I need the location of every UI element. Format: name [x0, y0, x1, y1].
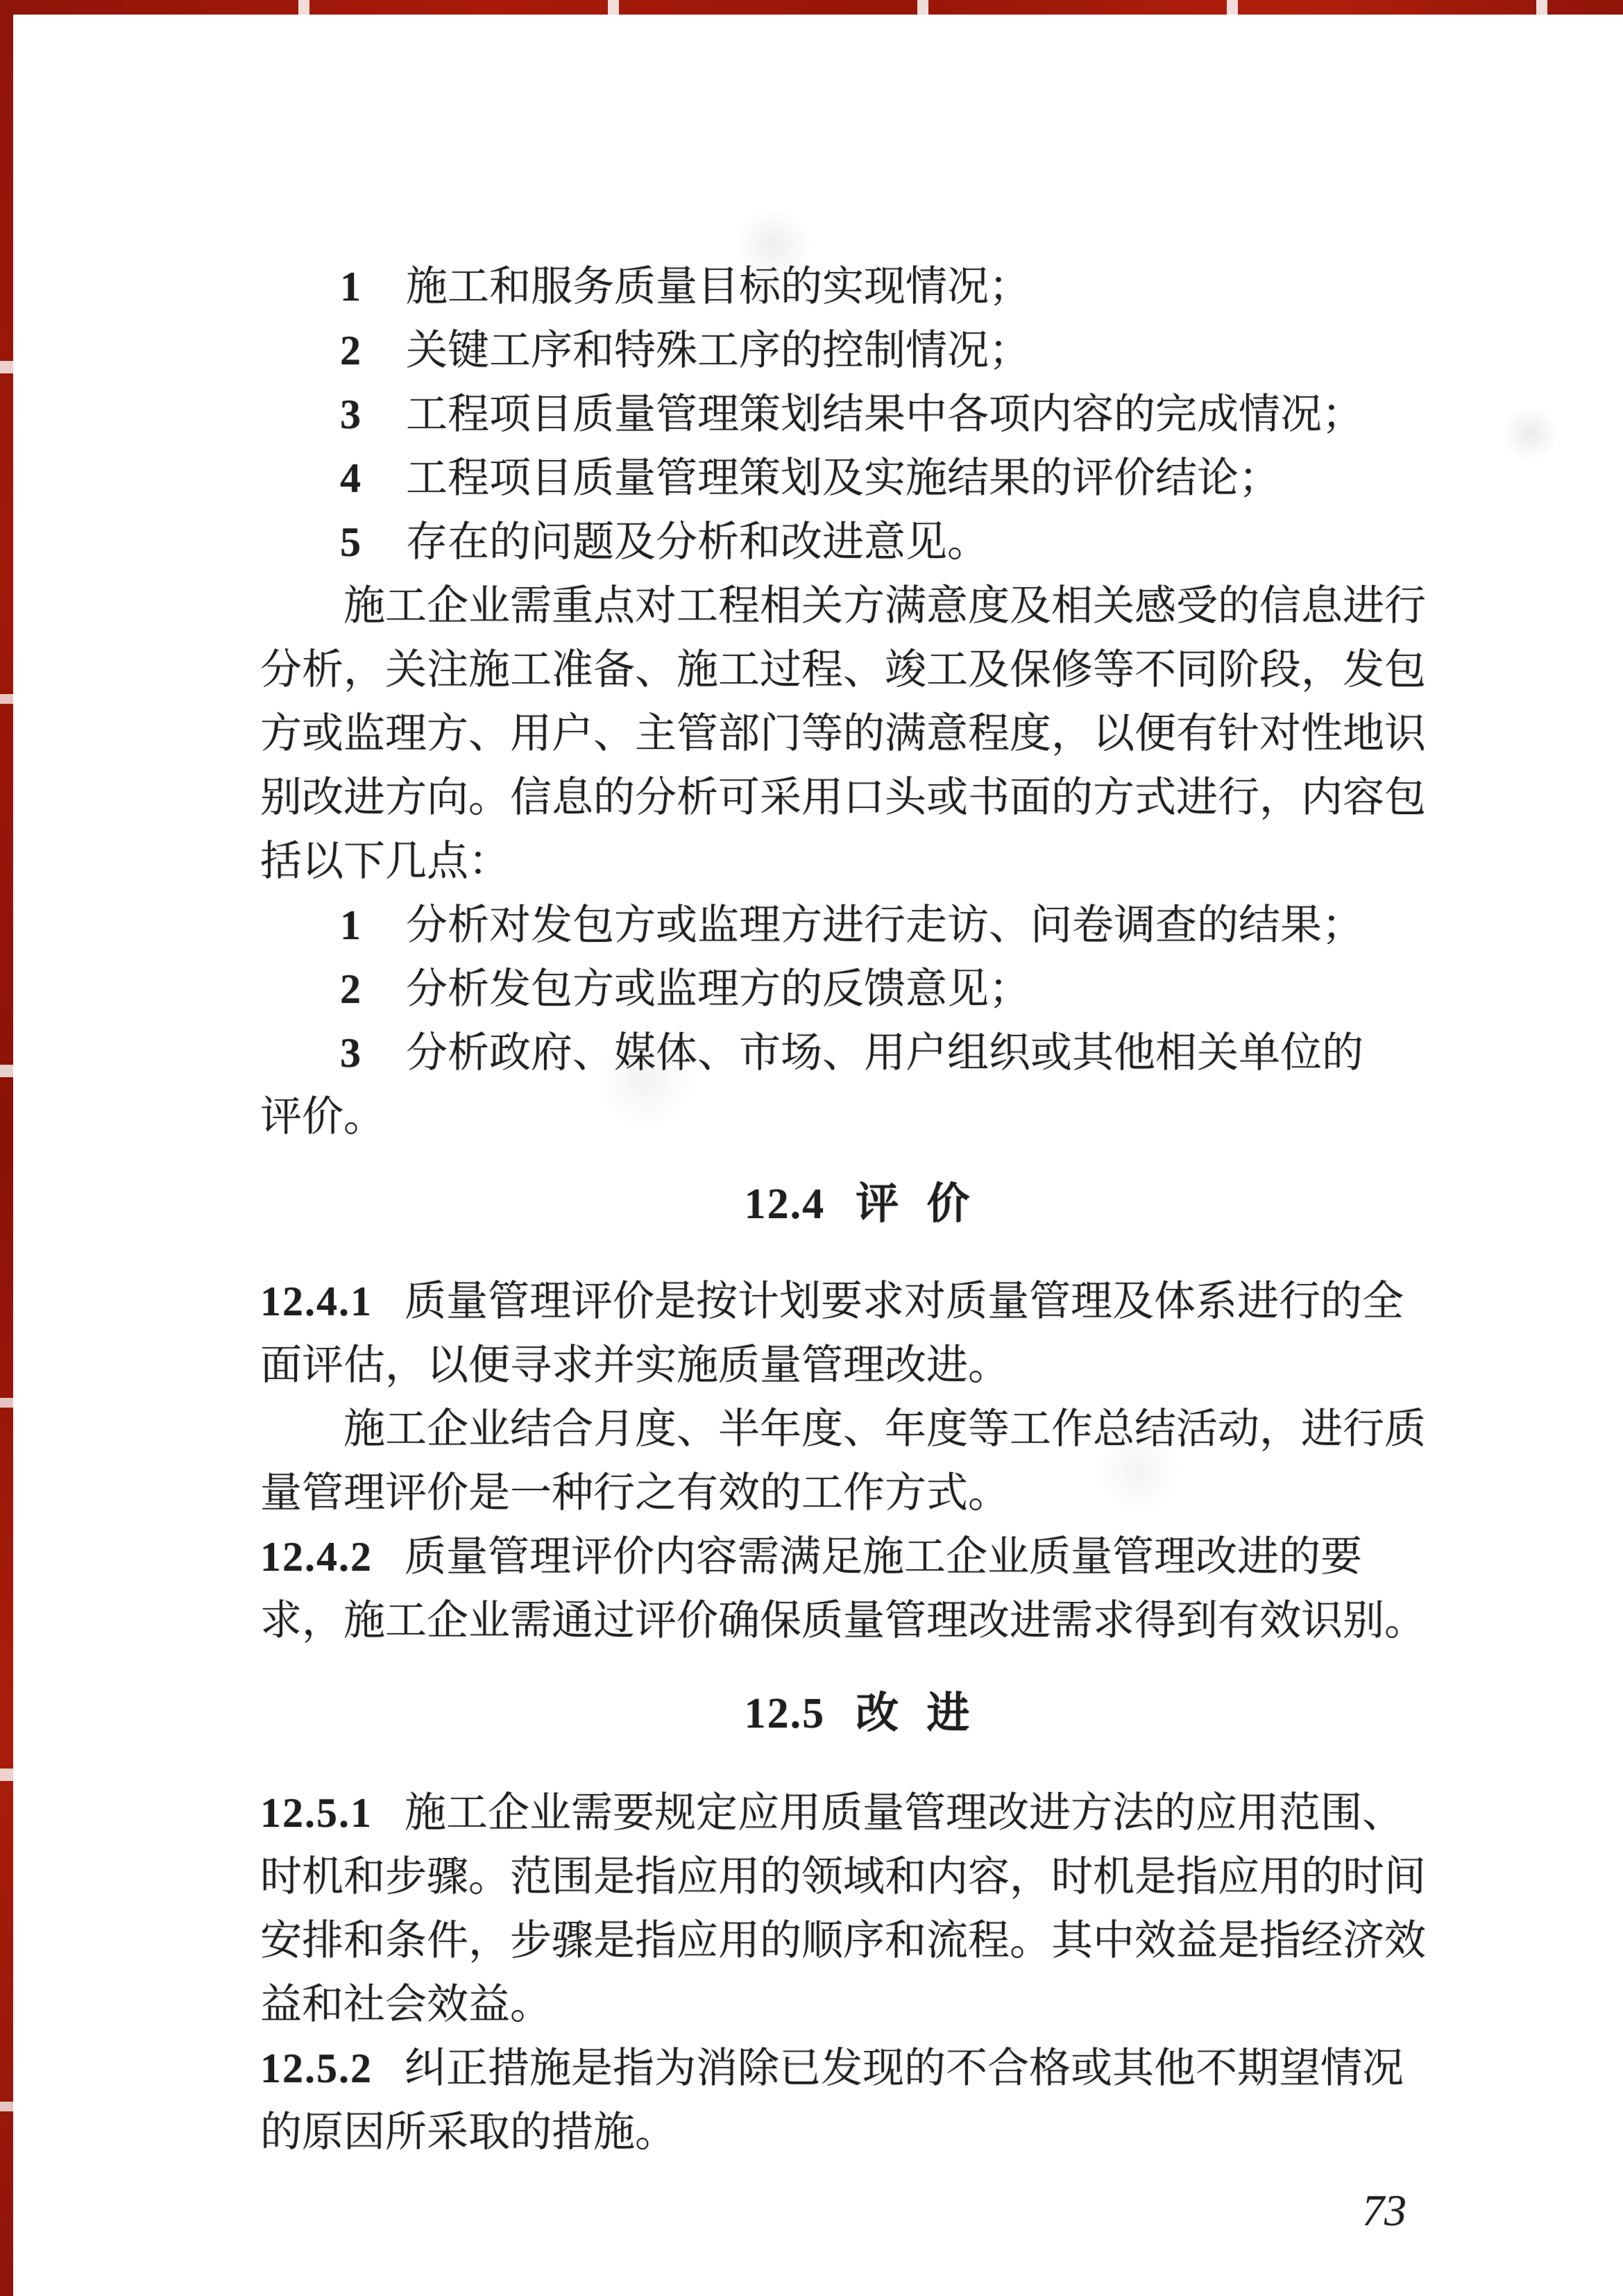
body-line: 面评估，以便寻求并实施质量管理改进。 [260, 1342, 1010, 1388]
section-heading-number: 12.5 [744, 1690, 826, 1737]
clause-number: 12.4.1 [260, 1278, 373, 1324]
list-item-number: 3 [340, 391, 361, 437]
list-item-text: 分析对发包方或监理方进行走访、问卷调查的结果； [406, 902, 1363, 948]
body-line: 括以下几点： [260, 838, 510, 884]
list-item-text: 关键工序和特殊工序的控制情况； [406, 328, 1030, 373]
body-line: 求，施工企业需通过评价确保质量管理改进需求得到有效识别。 [260, 1598, 1426, 1644]
list-item [260, 446, 1454, 510]
clause-line [260, 2036, 1454, 2100]
body-line: 方或监理方、用户、主管部门等的满意程度，以便有针对性地识 [260, 711, 1426, 757]
body-line: 施工企业需重点对工程相关方满意度及相关感受的信息进行 [343, 583, 1426, 629]
list-item [260, 957, 1454, 1021]
list-item [260, 1021, 1454, 1085]
clause-line [260, 1781, 1454, 1845]
clause-line [260, 1525, 1454, 1589]
clause-text: 纠正措施是指为消除已发现的不合格或其他不期望情况 [405, 2045, 1404, 2091]
list-item [260, 510, 1454, 574]
body-line: 别改进方向。信息的分析可采用口头或书面的方式进行，内容包 [260, 775, 1426, 820]
clause-number: 12.5.2 [260, 2045, 373, 2091]
body-line: 量管理评价是一种行之有效的工作方式。 [260, 1470, 1010, 1516]
list-item-text: 工程项目质量管理策划及实施结果的评价结论； [406, 455, 1280, 501]
list-item-text: 分析政府、媒体、市场、用户组织或其他相关单位的 [406, 1030, 1363, 1076]
red-scan-edge-top [0, 0, 1623, 15]
list-item [260, 255, 1454, 319]
clause-text: 质量管理评价是按计划要求对质量管理及体系进行的全 [405, 1278, 1404, 1324]
page-content [260, 255, 1454, 2164]
body-line: 益和社会效益。 [260, 1982, 552, 2027]
section-heading [260, 1172, 1454, 1236]
section-heading-title: 改进 [856, 1690, 998, 1737]
list-item-number: 5 [340, 519, 361, 565]
list-item-text: 存在的问题及分析和改进意见。 [406, 519, 989, 565]
list-item [260, 319, 1454, 382]
body-line: 的原因所采取的措施。 [260, 2109, 677, 2155]
section-heading [260, 1682, 1454, 1746]
list-item-text: 工程项目质量管理策划结果中各项内容的完成情况； [406, 391, 1363, 437]
list-item-number: 1 [340, 902, 361, 948]
clause-text: 质量管理评价内容需满足施工企业质量管理改进的要 [405, 1534, 1362, 1580]
body-line: 评价。 [260, 1094, 385, 1140]
list-item [260, 893, 1454, 957]
list-item [260, 382, 1454, 446]
list-item-number: 1 [340, 264, 361, 310]
page-number: 73 [1362, 2186, 1407, 2235]
section-heading-number: 12.4 [744, 1181, 826, 1228]
list-item-number: 4 [340, 455, 361, 501]
body-line: 安排和条件，步骤是指应用的顺序和流程。其中效益是指经济效 [260, 1918, 1426, 1964]
list-item-number: 2 [340, 328, 361, 373]
clause-text: 施工企业需要规定应用质量管理改进方法的应用范围、 [405, 1790, 1404, 1836]
body-line: 施工企业结合月度、半年度、年度等工作总结活动，进行质 [343, 1406, 1426, 1452]
body-line: 分析，关注施工准备、施工过程、竣工及保修等不同阶段，发包 [260, 647, 1426, 693]
red-scan-edge-left [0, 0, 13, 2296]
list-item-number: 3 [340, 1030, 361, 1076]
list-item-text: 施工和服务质量目标的实现情况； [406, 264, 1030, 310]
list-item-text: 分析发包方或监理方的反馈意见； [406, 966, 1030, 1012]
clause-line [260, 1269, 1454, 1333]
clause-number: 12.4.2 [260, 1534, 373, 1580]
list-item-number: 2 [340, 966, 361, 1012]
section-heading-title: 评价 [856, 1181, 998, 1228]
body-line: 时机和步骤。范围是指应用的领域和内容，时机是指应用的时间 [260, 1854, 1426, 1900]
clause-number: 12.5.1 [260, 1790, 373, 1836]
